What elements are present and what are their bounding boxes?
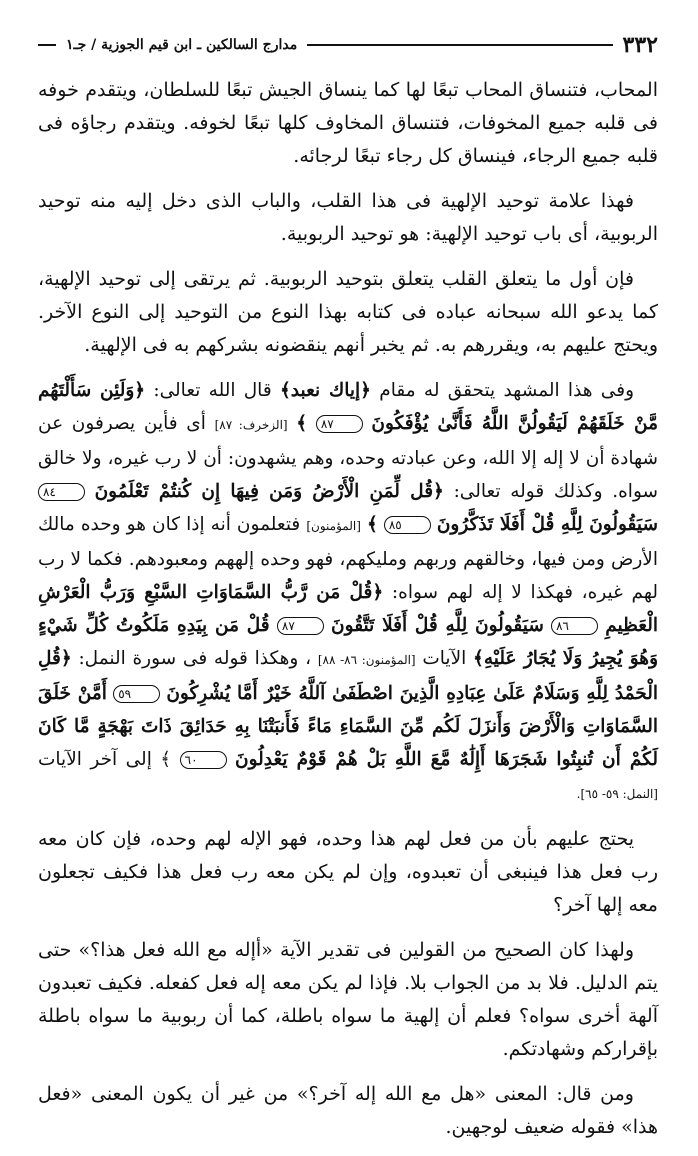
quran-verse-zukhruf: ﴿وَلَئِن سَأَلْتَهُم مَّنْ خَلَقَهُمْ لَيَقُولُنَّ اللَّهُ فَأَنَّىٰ يُؤْفَكُونَ — [38, 380, 658, 434]
ayah-number-marker: ٨٧ — [316, 415, 363, 433]
ayah-number-marker: ٨٤ — [38, 483, 85, 501]
paragraph-1: المحاب، فتنساق المحاب تبعًا لها كما ينساق الجيش تبعًا للسلطان، ويتقدم خوفه فى قلبه جميع المخوفات، فتنساق المخاوف كلها تبعًا لخوفه. ويتقدم رجاؤه فى قلبه جميع الرجاء، فينساق كل رجاء تبعًا لرجائه. — [38, 79, 658, 167]
p4-text-3: أى فأين يصرفون عن شهادة أن لا إله إلا الله، وعن عبادته وحده، وهم يشهدون: أن لا رب غيره، ولا خالق سواه. وكذلك قوله تعالى: — [38, 413, 659, 502]
quran-verse-muminun-84: ﴿قُل لِّمَنِ الْأَرْضُ وَمَن فِيهَا إِن كُنتُمْ تَعْلَمُونَ — [94, 481, 444, 502]
paragraph-5: يحتج عليهم بأن من فعل لهم هذا وحده، فهو الإله لهم وحده، فإن كان معه رب فعل هذا فينبغى أن تعبدوه، وإن لم يكن معه رب فعل هذا فكيف تجعلون معه إلها آخر؟ — [38, 828, 658, 916]
paragraph-3: فإن أول ما يتعلق القلب يتعلق بتوحيد الربوبية. ثم يرتقى إلى توحيد الإلهية، كما يدعو الله سبحانه عباده فى كتابه بهذا النوع من التوحيد إلى النوع الآخر. ويحتج عليهم به، ويقررهم به. ثم يخبر أنهم ينقضونه بشركهم به فى الإلهية. — [38, 268, 658, 356]
book-title: مدارج السالكين ـ ابن قيم الجوزية / جـ١ — [66, 37, 298, 53]
p4-text-7: ﴾ إلى آخر الآيات — [38, 749, 172, 770]
header-rule — [307, 44, 612, 46]
p4-text-1: وفى هذا المشهد يتحقق له مقام — [379, 380, 635, 401]
p4-text-2: قال الله تعالى: — [153, 380, 272, 401]
citation-muminun: [المؤمنون] — [306, 519, 361, 533]
paragraph-7: ومن قال: المعنى «هل مع الله إله آخر؟» من غير أن يكون المعنى «فعل هذا» فقوله ضعيف لوجهين. — [38, 1083, 658, 1138]
citation-zukhruf: [الزخرف: ٨٧] — [214, 418, 288, 432]
ayah-number-marker: ٦٠ — [180, 751, 227, 769]
ayah-number-marker: ٨٦ — [551, 617, 598, 635]
quran-verse-muminun-85: سَيَقُولُونَ لِلَّهِ قُلْ أَفَلَا تَذَكَّرُونَ — [436, 514, 658, 535]
page-number: ٣٣٢ — [622, 32, 658, 58]
paragraph-4 — [38, 374, 658, 811]
book-page — [38, 28, 658, 1156]
p4-quote-iyyaka: ﴿إياك نعبد﴾ — [279, 380, 371, 401]
ayah-number-marker: ٥٩ — [113, 685, 160, 703]
quran-verse-naml-60: أَمَّنْ خَلَقَ السَّمَاوَاتِ وَالْأَرْضَ وَأَنزَلَ لَكُم مِّنَ السَّمَاءِ مَاءً فَأَنبَتْنَا بِهِ حَدَائِقَ ذَاتَ بَهْجَةٍ مَّا كَانَ لَكُمْ أَن تُنبِتُوا شَجَرَهَا أَإِلَٰهٌ مَّعَ اللَّهِ بَلْ هُمْ قَوْمٌ يَعْدِلُونَ — [38, 683, 658, 770]
p4-text-6: ، وهكذا قوله فى سورة النمل: — [78, 648, 312, 669]
quran-verse-muminun-86: ﴿قُلْ مَن رَّبُّ السَّمَاوَاتِ السَّبْعِ وَرَبُّ الْعَرْشِ الْعَظِيمِ — [38, 582, 658, 636]
page-body — [38, 74, 658, 1144]
p4-text-4: فتعلمون أنه إذا كان هو وحده مالك الأرض ومن فيها، وخالقهم وربهم ومليكهم، فهو وحده إلههم ومعبودهم. فكما لا رب لهم غيره، فهكذا لا إله لهم سواه: — [38, 514, 658, 603]
quran-verse-muminun-87: سَيَقُولُونَ لِلَّهِ قُلْ أَفَلَا تَتَّقُونَ — [331, 615, 544, 636]
closing-brace: ﴾ — [296, 413, 308, 434]
running-header — [38, 28, 658, 62]
quran-verse-naml-59: ﴿قُلِ الْحَمْدُ لِلَّهِ وَسَلَامٌ عَلَىٰ عِبَادِهِ الَّذِينَ اصْطَفَىٰ آللَّهُ خَيْرٌ أَمَّا يُشْرِكُونَ — [38, 648, 658, 704]
citation-naml: [النمل: ٥٩- ٦٥]. — [576, 787, 658, 801]
paragraph-6: ولهذا كان الصحيح من القولين فى تقدير الآية «أإله مع الله فعل هذا؟» حتى يتم الدليل. فلا بد من الجواب بلا. فإذا لم يكن معه إله فعل كفعله. فكيف تعبدون آلهة أخرى سواه؟ فعلم أن إلهية ما سواه باطلة، كما أن ربوبية ما سواه باطلة بإقراركم وشهادتكم. — [38, 939, 658, 1060]
closing-brace: ﴾ — [366, 514, 378, 535]
ayah-number-marker: ٨٥ — [384, 516, 431, 534]
citation-muminun-range: [المؤمنون: ٨٦- ٨٨] — [317, 653, 416, 667]
header-rule-end — [38, 44, 56, 46]
ayah-number-marker: ٨٧ — [277, 617, 324, 635]
quran-verse-muminun-88: قُلْ مَن بِيَدِهِ مَلَكُوتُ كُلِّ شَيْءٍ وَهُوَ يُجِيرُ وَلَا يُجَارُ عَلَيْهِ﴾ — [38, 615, 659, 669]
paragraph-2: فهذا علامة توحيد الإلهية فى هذا القلب، والباب الذى دخل إليه منه توحيد الربوبية، أى باب توحيد الإلهية: هو توحيد الربوبية. — [38, 190, 658, 245]
p4-text-5: الآيات — [422, 648, 467, 669]
